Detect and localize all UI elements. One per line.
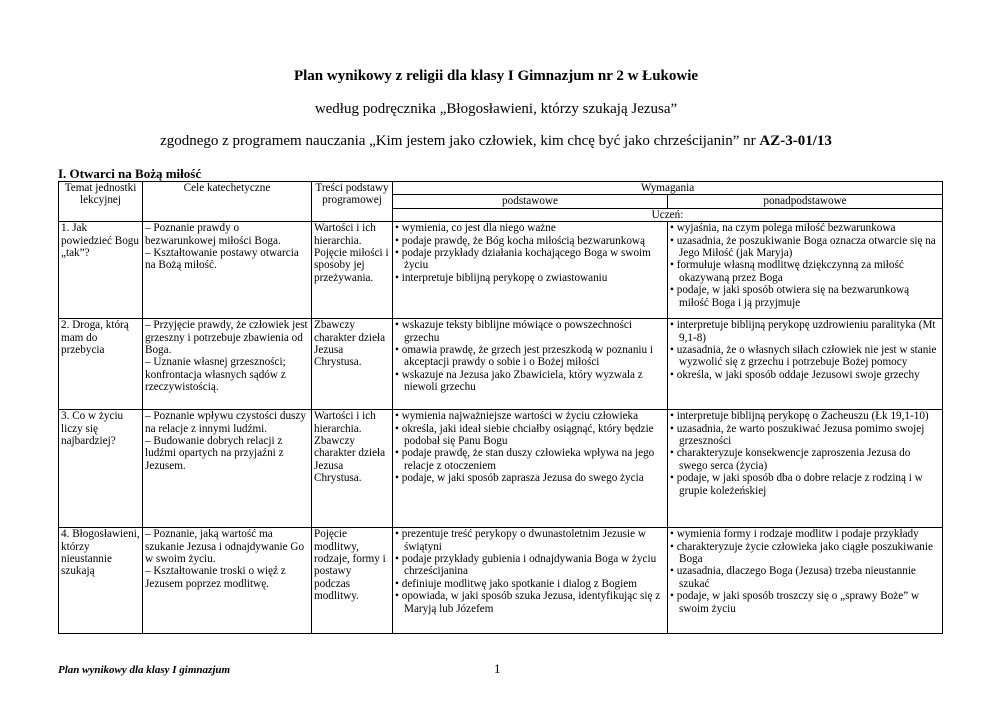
- advanced-requirements-list: [670, 319, 940, 381]
- cell-advanced: [668, 410, 943, 528]
- cell-content: Zbawczy charakter dzieła Jezusa Chrystusa.: [312, 319, 393, 410]
- requirement-item: • wskazuje teksty biblijne mówiące o powszechności grzechu: [395, 319, 665, 344]
- requirement-item: • podaje, w jaki sposób zaprasza Jezusa do swego życia: [395, 472, 665, 484]
- requirement-item: • formułuje własną modlitwę dziękczynną za miłość okazywaną przez Boga: [670, 259, 940, 284]
- requirement-item: • określa, w jaki sposób oddaje Jezusowi swoje grzechy: [670, 369, 940, 381]
- requirement-item: • uzasadnia, dlaczego Boga (Jezusa) trzeba nieustannie szukać: [670, 565, 940, 590]
- requirement-item: • podaje, w jaki sposób troszczy się o „sprawy Boże” w swoim życiu: [670, 590, 940, 615]
- requirement-item: • interpretuje biblijną perykopę uzdrowieniu paralityka (Mt 9,1-8): [670, 319, 940, 344]
- header-student: Uczeń:: [393, 208, 943, 221]
- advanced-requirements-list: [670, 222, 940, 309]
- cell-content: Wartości i ich hierarchia. Zbawczy charakter dzieła Jezusa Chrystusa.: [312, 410, 393, 528]
- program-code: AZ-3-01/13: [759, 133, 832, 149]
- requirement-item: • charakteryzuje życie człowieka jako ciągłe poszukiwanie Boga: [670, 541, 940, 566]
- program-text: zgodnego z programem nauczania „Kim jestem jako człowiek, kim chcę być jako chrześcijanin” nr: [160, 133, 760, 149]
- requirement-item: • wymienia najważniejsze wartości w życiu człowieka: [395, 410, 665, 422]
- basic-requirements-list: [395, 319, 665, 393]
- cell-advanced: [668, 528, 943, 634]
- basic-requirements-list: [395, 410, 665, 484]
- cell-advanced: [668, 319, 943, 410]
- cell-basic: [393, 410, 668, 528]
- table-row: [59, 222, 943, 319]
- cell-basic: [393, 528, 668, 634]
- basic-requirements-list: [395, 222, 665, 284]
- advanced-requirements-list: [670, 410, 940, 497]
- table-row: [59, 319, 943, 410]
- requirement-item: • interpretuje biblijną perykopę o zwiastowaniu: [395, 272, 665, 284]
- cell-content: Wartości i ich hierarchia. Pojęcie miłości i sposoby jej przeżywania.: [312, 222, 393, 319]
- requirement-item: • wskazuje na Jezusa jako Zbawiciela, który wyzwala z niewoli grzechu: [395, 369, 665, 394]
- header-basic: podstawowe: [393, 195, 668, 208]
- cell-advanced: [668, 222, 943, 319]
- basic-requirements-list: [395, 528, 665, 615]
- table-row: [59, 410, 943, 528]
- requirement-item: • podaje prawdę, że Bóg kocha miłością bezwarunkową: [395, 235, 665, 247]
- advanced-requirements-list: [670, 528, 940, 615]
- cell-topic: 3. Co w życiu liczy się najbardziej?: [59, 410, 143, 528]
- document-title: Plan wynikowy z religii dla klasy I Gimnazjum nr 2 w Łukowie: [293, 68, 699, 84]
- header-topic: Temat jednostki lekcyjnej: [59, 182, 143, 222]
- requirement-item: • wyjaśnia, na czym polega miłość bezwarunkowa: [670, 222, 940, 234]
- requirement-item: • podaje przykłady działania kochającego Boga w swoim życiu: [395, 247, 665, 272]
- requirements-table: [58, 181, 943, 634]
- cell-goals: – Przyjęcie prawdy, że człowiek jest grzeszny i potrzebuje zbawienia od Boga. – Uznanie własnej grzeszności; konfrontacja własnych sądów z rzeczywistością.: [143, 319, 312, 410]
- footer-label: Plan wynikowy dla klasy I gimnazjum: [58, 664, 231, 676]
- cell-goals: – Poznanie, jaką wartość ma szukanie Jezusa i odnajdywanie Go w swoim życiu. – Kształtowanie troski o więź z Jezusem poprzez modlitwę.: [143, 528, 312, 634]
- cell-topic: 4. Błogosławieni, którzy nieustannie szukają: [59, 528, 143, 634]
- header-requirements: Wymagania: [393, 182, 943, 195]
- requirement-item: • uzasadnia, że warto poszukiwać Jezusa pomimo swojej grzeszności: [670, 423, 940, 448]
- header-content: Treści podstawy programowej: [312, 182, 393, 222]
- requirement-item: • charakteryzuje konsekwencje zaproszenia Jezusa do swego serca (życia): [670, 447, 940, 472]
- requirement-item: • uzasadnia, że o własnych siłach człowiek nie jest w stanie wyzwolić się z grzechu i potrzebuje Bożej pomocy: [670, 344, 940, 369]
- requirement-item: • omawia prawdę, że grzech jest przeszkodą w poznaniu i akceptacji prawdy o sobie i o Bożej miłości: [395, 344, 665, 369]
- requirement-item: • podaje, w jaki sposób dba o dobre relacje z rodziną i w grupie koleżeńskiej: [670, 472, 940, 497]
- section-title: I. Otwarci na Bożą miłość: [58, 166, 202, 181]
- cell-topic: 1. Jak powiedzieć Bogu „tak”?: [59, 222, 143, 319]
- requirement-item: • opowiada, w jaki sposób szuka Jezusa, identyfikując się z Maryją lub Józefem: [395, 590, 665, 615]
- cell-goals: – Poznanie wpływu czystości duszy na relacje z innymi ludźmi. – Budowanie dobrych relacji z ludźmi opartych na przyjaźni z Jezusem.: [143, 410, 312, 528]
- document-subtitle: według podręcznika „Błogosławieni, którzy szukają Jezusa”: [314, 101, 678, 117]
- requirement-item: • podaje prawdę, że stan duszy człowieka wpływa na jego relacje z otoczeniem: [395, 447, 665, 472]
- requirement-item: • określa, jaki ideał siebie chciałby osiągnąć, który będzie podobał się Panu Bogu: [395, 423, 665, 448]
- requirement-item: • podaje, w jaki sposób otwiera się na bezwarunkową miłość Boga i ją przyjmuje: [670, 284, 940, 309]
- page-number: 1: [494, 661, 501, 676]
- cell-content: Pojęcie modlitwy, rodzaje, formy i postawy podczas modlitwy.: [312, 528, 393, 634]
- requirement-item: • podaje przykłady gubienia i odnajdywania Boga w życiu chrześcijanina: [395, 553, 665, 578]
- cell-goals: – Poznanie prawdy o bezwarunkowej miłości Boga. – Kształtowanie postawy otwarcia na Bożą miłość.: [143, 222, 312, 319]
- cell-basic: [393, 222, 668, 319]
- requirement-item: • interpretuje biblijną perykopę o Zacheuszu (Łk 19,1-10): [670, 410, 940, 422]
- requirement-item: • definiuje modlitwę jako spotkanie i dialog z Bogiem: [395, 578, 665, 590]
- header-advanced: ponadpodstawowe: [668, 195, 943, 208]
- requirement-item: • wymienia formy i rodzaje modlitw i podaje przykłady: [670, 528, 940, 540]
- table-body: [59, 222, 943, 634]
- program-line: [0, 131, 992, 151]
- cell-basic: [393, 319, 668, 410]
- requirement-item: • wymienia, co jest dla niego ważne: [395, 222, 665, 234]
- cell-topic: 2. Droga, którą mam do przebycia: [59, 319, 143, 410]
- header-goals: Cele katechetyczne: [143, 182, 312, 222]
- requirement-item: • prezentuje treść perykopy o dwunastoletnim Jezusie w świątyni: [395, 528, 665, 553]
- document-header: [0, 66, 992, 151]
- requirement-item: • uzasadnia, że poszukiwanie Boga oznacza otwarcie się na Jego Miłość (jak Maryja): [670, 235, 940, 260]
- table-row: [59, 528, 943, 634]
